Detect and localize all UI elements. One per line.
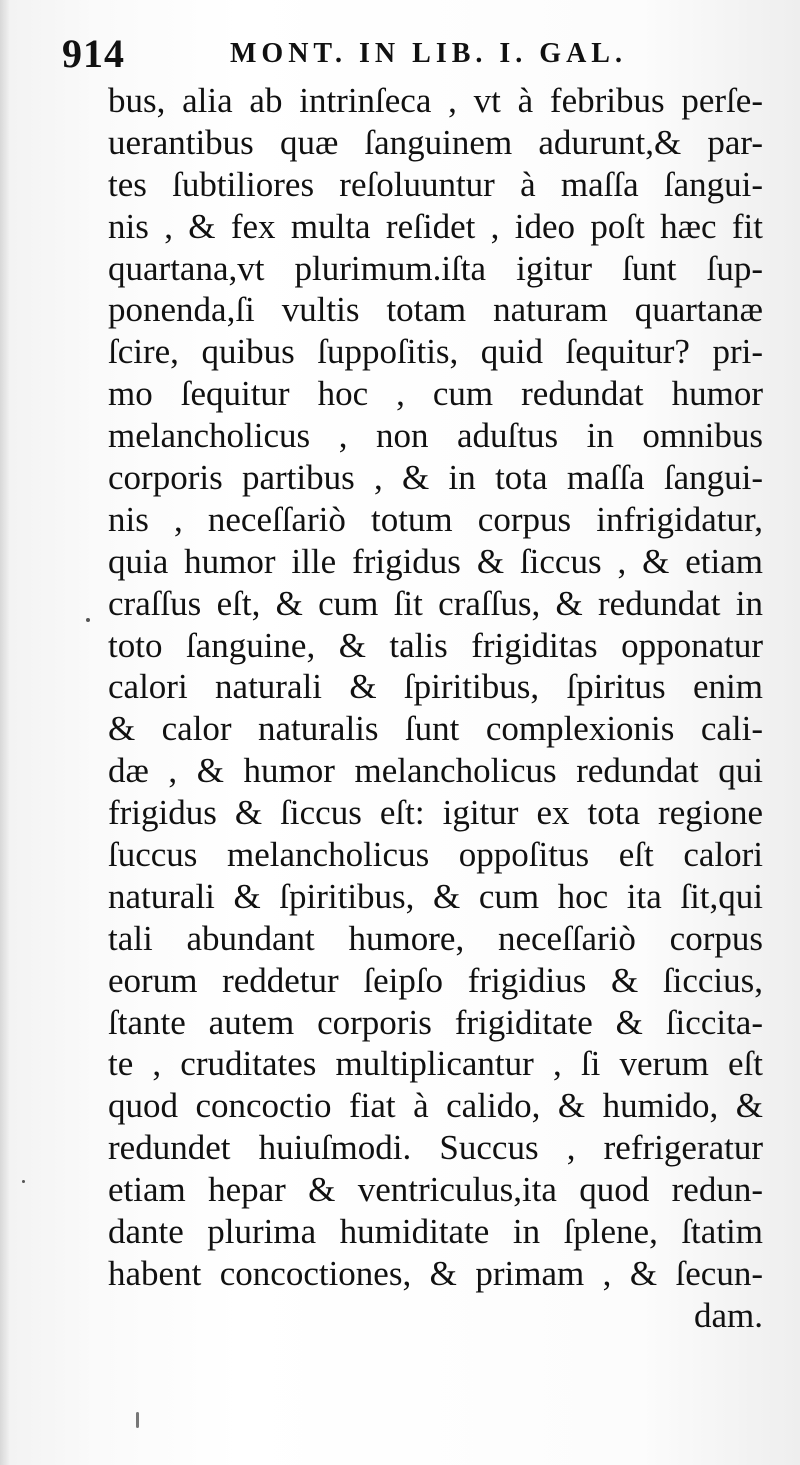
text-line: nis , & fex multa reſidet , ideo poſt hæc fit — [108, 206, 763, 246]
text-line: etiam hepar & ventriculus,ita quod redun- — [108, 1170, 763, 1210]
text-line: ſuccus melancholicus oppoſitus eſt calori — [108, 835, 763, 875]
catchword: dam. — [693, 1295, 763, 1335]
text-line: dæ , & humor melancholicus redundat qui — [108, 751, 763, 791]
text-line: redundet huiuſmodi. Succus , refrigeratur — [108, 1128, 763, 1168]
text-line: habent concoctiones, & primam , & ſecun- — [108, 1253, 763, 1293]
text-line: quartana,vt plurimum.iſta igitur ſunt ſup- — [108, 248, 763, 288]
text-line: ponenda,ſi vultis totam naturam quartanæ — [108, 290, 763, 330]
text-line: frigidus & ſiccus eſt: igitur ex tota regione — [108, 793, 763, 833]
text-line: tes ſubtiliores reſoluuntur à maſſa ſangui- — [108, 164, 763, 204]
page-gutter-shadow — [0, 0, 10, 1465]
text-line: tali abundant humore, neceſſariò corpus — [108, 918, 763, 958]
text-line: eorum reddetur ſeipſo frigidius & ſiccius, — [108, 960, 763, 1000]
running-title: MONT. IN LIB. I. GAL. — [230, 38, 627, 69]
print-speck — [86, 618, 90, 622]
running-head — [40, 28, 780, 78]
text-line: melancholicus , non aduſtus in omnibus — [108, 416, 763, 456]
text-line: te , cruditates multiplicantur , ſi verum eſt — [108, 1044, 763, 1084]
text-line: nis , neceſſariò totum corpus infrigidatur, — [108, 499, 763, 539]
text-line: ſtante autem corporis frigiditate & ſiccita- — [108, 1002, 763, 1042]
text-line: calori naturali & ſpiritibus, ſpiritus enim — [108, 667, 763, 707]
text-line: & calor naturalis ſunt complexionis cali- — [108, 709, 763, 749]
text-line: toto ſanguine, & talis frigiditas opponatur — [108, 625, 763, 665]
text-line: craſſus eſt, & cum ſit craſſus, & redundat in — [108, 583, 763, 623]
text-line: naturali & ſpiritibus, & cum hoc ita ſit,qui — [108, 876, 763, 916]
text-line: bus, alia ab intrinſeca , vt à febribus perſe- — [108, 81, 763, 120]
text-line: quod concoctio fiat à calido, & humido, & — [108, 1086, 763, 1126]
text-line: uerantibus quæ ſanguinem adurunt,& par- — [108, 122, 763, 162]
print-speck — [136, 1412, 139, 1428]
text-line: corporis partibus , & in tota maſſa ſangui- — [108, 458, 763, 498]
body-text — [108, 80, 763, 1337]
text-line: quia humor ille frigidus & ſiccus , & etiam — [108, 541, 763, 581]
page-number: 914 — [62, 31, 125, 76]
text-line: mo ſequitur hoc , cum redundat humor — [108, 374, 763, 414]
print-speck — [22, 1180, 25, 1183]
text-line: dante plurima humiditate in ſplene, ſtatim — [108, 1212, 763, 1252]
text-line: ſcire, quibus ſuppoſitis, quid ſequitur? pri- — [108, 332, 763, 372]
